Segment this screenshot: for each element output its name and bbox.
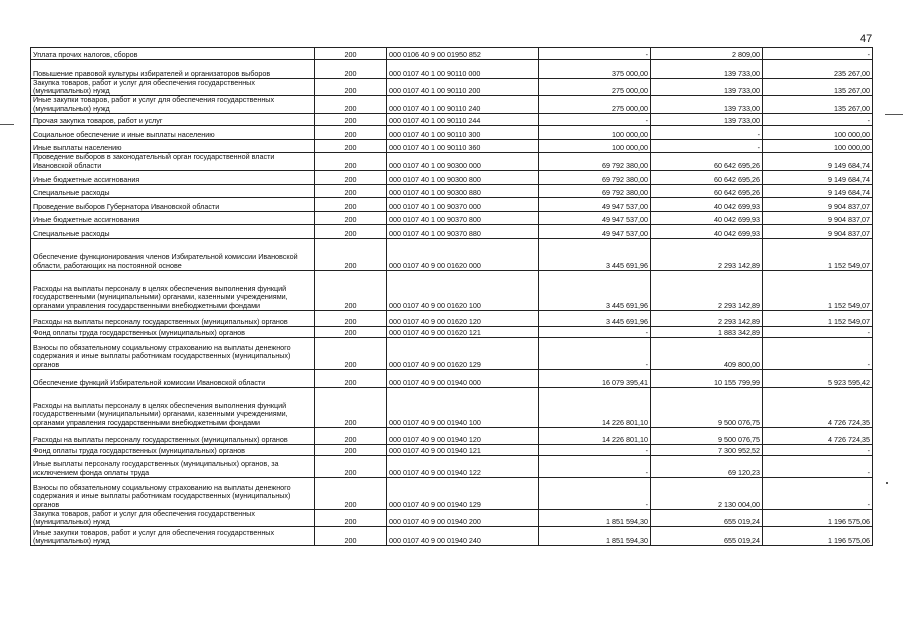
row-name-cell: Прочая закупка товаров, работ и услуг [31, 113, 315, 125]
table-row [31, 455, 873, 477]
row-executed-amount-cell: 60 642 695,26 [651, 184, 763, 197]
table-body [31, 48, 873, 546]
table-row [31, 270, 873, 310]
row-unexecuted-amount-cell: - [763, 477, 873, 509]
row-unexecuted-amount-cell: 9 904 837,07 [763, 197, 873, 211]
row-approved-amount-cell: 3 445 691,96 [539, 270, 651, 310]
row-approved-amount-cell: 49 947 537,00 [539, 211, 651, 224]
row-executed-amount-cell: 9 500 076,75 [651, 387, 763, 427]
table-row [31, 139, 873, 152]
row-name-cell: Расходы на выплаты персоналу государственных (муниципальных) органов [31, 310, 315, 326]
table-row [31, 427, 873, 444]
row-code-cell: 200 [315, 270, 387, 310]
row-unexecuted-amount-cell: 100 000,00 [763, 125, 873, 139]
row-approved-amount-cell: - [539, 455, 651, 477]
table-row [31, 197, 873, 211]
row-classification-cell: 000 0107 40 1 00 90300 880 [387, 184, 539, 197]
row-unexecuted-amount-cell: 1 152 549,07 [763, 238, 873, 270]
table-row [31, 152, 873, 170]
row-name-cell: Иные закупки товаров, работ и услуг для обеспечения государственных (муниципальных) нужд [31, 527, 315, 546]
row-unexecuted-amount-cell: 1 196 575,06 [763, 509, 873, 526]
row-executed-amount-cell: 2 293 142,89 [651, 310, 763, 326]
row-classification-cell: 000 0107 40 1 00 90370 880 [387, 224, 539, 238]
row-approved-amount-cell: 69 792 380,00 [539, 152, 651, 170]
row-classification-cell: 000 0107 40 1 00 90110 200 [387, 79, 539, 96]
row-approved-amount-cell: - [539, 477, 651, 509]
page-number: 47 [860, 33, 873, 45]
row-name-cell: Проведение выборов Губернатора Ивановской области [31, 197, 315, 211]
table-row [31, 224, 873, 238]
row-classification-cell: 000 0107 40 1 00 90110 300 [387, 125, 539, 139]
row-executed-amount-cell: 40 042 699,93 [651, 211, 763, 224]
row-classification-cell: 000 0107 40 9 00 01620 000 [387, 238, 539, 270]
row-name-cell: Закупка товаров, работ и услуг для обеспечения государственных (муниципальных) нужд [31, 79, 315, 96]
right-margin-dot [886, 482, 888, 484]
row-code-cell: 200 [315, 170, 387, 184]
row-classification-cell: 000 0107 40 9 00 01940 240 [387, 527, 539, 546]
row-unexecuted-amount-cell: 9 149 684,74 [763, 184, 873, 197]
row-name-cell: Фонд оплаты труда государственных (муниципальных) органов [31, 326, 315, 337]
row-unexecuted-amount-cell: 1 196 575,06 [763, 527, 873, 546]
row-code-cell: 200 [315, 197, 387, 211]
row-name-cell: Уплата прочих налогов, сборов [31, 48, 315, 60]
row-code-cell: 200 [315, 387, 387, 427]
row-approved-amount-cell: 275 000,00 [539, 96, 651, 113]
row-approved-amount-cell: 275 000,00 [539, 79, 651, 96]
row-name-cell: Иные выплаты персоналу государственных (муниципальных) органов, за исключением фонда оплаты труда [31, 455, 315, 477]
row-executed-amount-cell: 10 155 799,99 [651, 369, 763, 387]
row-approved-amount-cell: 14 226 801,10 [539, 387, 651, 427]
table-row [31, 125, 873, 139]
row-name-cell: Иные выплаты населению [31, 139, 315, 152]
row-approved-amount-cell: 1 851 594,30 [539, 509, 651, 526]
row-executed-amount-cell: 60 642 695,26 [651, 170, 763, 184]
row-code-cell: 200 [315, 139, 387, 152]
row-classification-cell: 000 0107 40 1 00 90110 240 [387, 96, 539, 113]
row-unexecuted-amount-cell: - [763, 337, 873, 369]
row-unexecuted-amount-cell: - [763, 326, 873, 337]
row-classification-cell: 000 0107 40 9 00 01620 121 [387, 326, 539, 337]
row-unexecuted-amount-cell: 235 267,00 [763, 60, 873, 79]
row-code-cell: 200 [315, 48, 387, 60]
left-margin-mark [0, 124, 14, 125]
row-approved-amount-cell: 100 000,00 [539, 125, 651, 139]
row-name-cell: Обеспечение функций Избирательной комиссии Ивановской области [31, 369, 315, 387]
row-name-cell: Расходы на выплаты персоналу в целях обеспечения выполнения функций государственными (муниципальными) органами, казенными учреждениями, органами управления государственными внебюджетными фондами [31, 270, 315, 310]
row-approved-amount-cell: 49 947 537,00 [539, 224, 651, 238]
row-approved-amount-cell: 14 226 801,10 [539, 427, 651, 444]
table-row [31, 387, 873, 427]
table-row [31, 310, 873, 326]
row-executed-amount-cell: 1 883 342,89 [651, 326, 763, 337]
row-name-cell: Взносы по обязательному социальному страхованию на выплаты денежного содержания и иные выплаты работникам государственных (муниципальных) органов [31, 477, 315, 509]
row-code-cell: 200 [315, 527, 387, 546]
row-unexecuted-amount-cell: 135 267,00 [763, 96, 873, 113]
table-row [31, 337, 873, 369]
row-unexecuted-amount-cell: 1 152 549,07 [763, 310, 873, 326]
table-row [31, 79, 873, 96]
row-unexecuted-amount-cell: 9 149 684,74 [763, 170, 873, 184]
row-name-cell: Специальные расходы [31, 224, 315, 238]
row-code-cell: 200 [315, 113, 387, 125]
row-executed-amount-cell: 139 733,00 [651, 79, 763, 96]
row-code-cell: 200 [315, 369, 387, 387]
row-approved-amount-cell: 16 079 395,41 [539, 369, 651, 387]
table-row [31, 369, 873, 387]
row-approved-amount-cell: 1 851 594,30 [539, 527, 651, 546]
row-approved-amount-cell: 49 947 537,00 [539, 197, 651, 211]
row-code-cell: 200 [315, 152, 387, 170]
row-unexecuted-amount-cell: 4 726 724,35 [763, 387, 873, 427]
table-row [31, 509, 873, 526]
row-executed-amount-cell: 655 019,24 [651, 527, 763, 546]
row-code-cell: 200 [315, 60, 387, 79]
row-executed-amount-cell: 139 733,00 [651, 113, 763, 125]
row-classification-cell: 000 0107 40 9 00 01940 121 [387, 444, 539, 455]
table-row [31, 477, 873, 509]
row-executed-amount-cell: 139 733,00 [651, 96, 763, 113]
row-code-cell: 200 [315, 310, 387, 326]
row-code-cell: 200 [315, 96, 387, 113]
row-executed-amount-cell: 2 809,00 [651, 48, 763, 60]
row-classification-cell: 000 0107 40 9 00 01940 129 [387, 477, 539, 509]
row-unexecuted-amount-cell: 9 904 837,07 [763, 211, 873, 224]
row-classification-cell: 000 0107 40 1 00 90300 000 [387, 152, 539, 170]
table-row [31, 60, 873, 79]
row-classification-cell: 000 0107 40 1 00 90110 360 [387, 139, 539, 152]
row-code-cell: 200 [315, 238, 387, 270]
table-row [31, 238, 873, 270]
row-unexecuted-amount-cell: 4 726 724,35 [763, 427, 873, 444]
row-name-cell: Закупка товаров, работ и услуг для обеспечения государственных (муниципальных) нужд [31, 509, 315, 526]
row-classification-cell: 000 0107 40 9 00 01620 100 [387, 270, 539, 310]
row-executed-amount-cell: 40 042 699,93 [651, 224, 763, 238]
row-executed-amount-cell: - [651, 139, 763, 152]
row-approved-amount-cell: - [539, 444, 651, 455]
row-name-cell: Социальное обеспечение и иные выплаты населению [31, 125, 315, 139]
row-classification-cell: 000 0106 40 9 00 01950 852 [387, 48, 539, 60]
row-code-cell: 200 [315, 79, 387, 96]
row-code-cell: 200 [315, 337, 387, 369]
row-code-cell: 200 [315, 509, 387, 526]
row-code-cell: 200 [315, 427, 387, 444]
row-approved-amount-cell: - [539, 326, 651, 337]
row-classification-cell: 000 0107 40 9 00 01940 200 [387, 509, 539, 526]
row-classification-cell: 000 0107 40 9 00 01620 120 [387, 310, 539, 326]
row-executed-amount-cell: 2 130 004,00 [651, 477, 763, 509]
row-unexecuted-amount-cell: 100 000,00 [763, 139, 873, 152]
row-code-cell: 200 [315, 477, 387, 509]
row-approved-amount-cell: - [539, 113, 651, 125]
row-executed-amount-cell: 69 120,23 [651, 455, 763, 477]
row-name-cell: Взносы по обязательному социальному страхованию на выплаты денежного содержания и иные выплаты работникам государственных (муниципальных) органов [31, 337, 315, 369]
row-approved-amount-cell: 69 792 380,00 [539, 170, 651, 184]
row-code-cell: 200 [315, 444, 387, 455]
row-classification-cell: 000 0107 40 1 00 90110 244 [387, 113, 539, 125]
row-executed-amount-cell: 7 300 952,52 [651, 444, 763, 455]
table-row [31, 211, 873, 224]
row-code-cell: 200 [315, 326, 387, 337]
right-margin-mark [885, 114, 903, 115]
row-name-cell: Иные бюджетные ассигнования [31, 211, 315, 224]
row-executed-amount-cell: 40 042 699,93 [651, 197, 763, 211]
row-classification-cell: 000 0107 40 1 00 90370 000 [387, 197, 539, 211]
row-name-cell: Фонд оплаты труда государственных (муниципальных) органов [31, 444, 315, 455]
row-classification-cell: 000 0107 40 1 00 90110 000 [387, 60, 539, 79]
row-unexecuted-amount-cell: 9 149 684,74 [763, 152, 873, 170]
table-row [31, 444, 873, 455]
row-executed-amount-cell: 60 642 695,26 [651, 152, 763, 170]
table-row [31, 527, 873, 546]
row-executed-amount-cell: 2 293 142,89 [651, 238, 763, 270]
row-approved-amount-cell: 3 445 691,96 [539, 310, 651, 326]
table-row [31, 184, 873, 197]
row-approved-amount-cell: 100 000,00 [539, 139, 651, 152]
row-classification-cell: 000 0107 40 1 00 90300 800 [387, 170, 539, 184]
row-name-cell: Расходы на выплаты персоналу государственных (муниципальных) органов [31, 427, 315, 444]
row-classification-cell: 000 0107 40 1 00 90370 800 [387, 211, 539, 224]
table-row [31, 48, 873, 60]
row-name-cell: Расходы на выплаты персоналу в целях обеспечения выполнения функций государственными (муниципальными) органами, казенными учреждениями, органами управления государственными внебюджетными фондами [31, 387, 315, 427]
row-classification-cell: 000 0107 40 9 00 01620 129 [387, 337, 539, 369]
budget-execution-table [30, 47, 873, 546]
row-executed-amount-cell: 2 293 142,89 [651, 270, 763, 310]
table-row [31, 113, 873, 125]
row-executed-amount-cell: - [651, 125, 763, 139]
row-code-cell: 200 [315, 184, 387, 197]
row-name-cell: Повышение правовой культуры избирателей и организаторов выборов [31, 60, 315, 79]
row-code-cell: 200 [315, 224, 387, 238]
row-unexecuted-amount-cell: - [763, 48, 873, 60]
row-unexecuted-amount-cell: 135 267,00 [763, 79, 873, 96]
row-unexecuted-amount-cell: - [763, 444, 873, 455]
row-approved-amount-cell: 69 792 380,00 [539, 184, 651, 197]
row-unexecuted-amount-cell: 9 904 837,07 [763, 224, 873, 238]
row-name-cell: Иные бюджетные ассигнования [31, 170, 315, 184]
row-classification-cell: 000 0107 40 9 00 01940 120 [387, 427, 539, 444]
row-unexecuted-amount-cell: 5 923 595,42 [763, 369, 873, 387]
row-name-cell: Специальные расходы [31, 184, 315, 197]
row-classification-cell: 000 0107 40 9 00 01940 100 [387, 387, 539, 427]
row-approved-amount-cell: - [539, 48, 651, 60]
row-name-cell: Иные закупки товаров, работ и услуг для обеспечения государственных (муниципальных) нужд [31, 96, 315, 113]
row-name-cell: Обеспечение функционирования членов Избирательной комиссии Ивановской области, работающих на постоянной основе [31, 238, 315, 270]
row-executed-amount-cell: 9 500 076,75 [651, 427, 763, 444]
row-classification-cell: 000 0107 40 9 00 01940 000 [387, 369, 539, 387]
table-row [31, 326, 873, 337]
row-executed-amount-cell: 409 800,00 [651, 337, 763, 369]
row-executed-amount-cell: 655 019,24 [651, 509, 763, 526]
row-approved-amount-cell: - [539, 337, 651, 369]
row-approved-amount-cell: 3 445 691,96 [539, 238, 651, 270]
row-unexecuted-amount-cell: - [763, 455, 873, 477]
row-approved-amount-cell: 375 000,00 [539, 60, 651, 79]
row-code-cell: 200 [315, 211, 387, 224]
row-unexecuted-amount-cell: 1 152 549,07 [763, 270, 873, 310]
row-code-cell: 200 [315, 455, 387, 477]
row-unexecuted-amount-cell: - [763, 113, 873, 125]
row-classification-cell: 000 0107 40 9 00 01940 122 [387, 455, 539, 477]
table-row [31, 96, 873, 113]
row-name-cell: Проведение выборов в законодательный орган государственной власти Ивановской области [31, 152, 315, 170]
row-executed-amount-cell: 139 733,00 [651, 60, 763, 79]
table-row [31, 170, 873, 184]
row-code-cell: 200 [315, 125, 387, 139]
